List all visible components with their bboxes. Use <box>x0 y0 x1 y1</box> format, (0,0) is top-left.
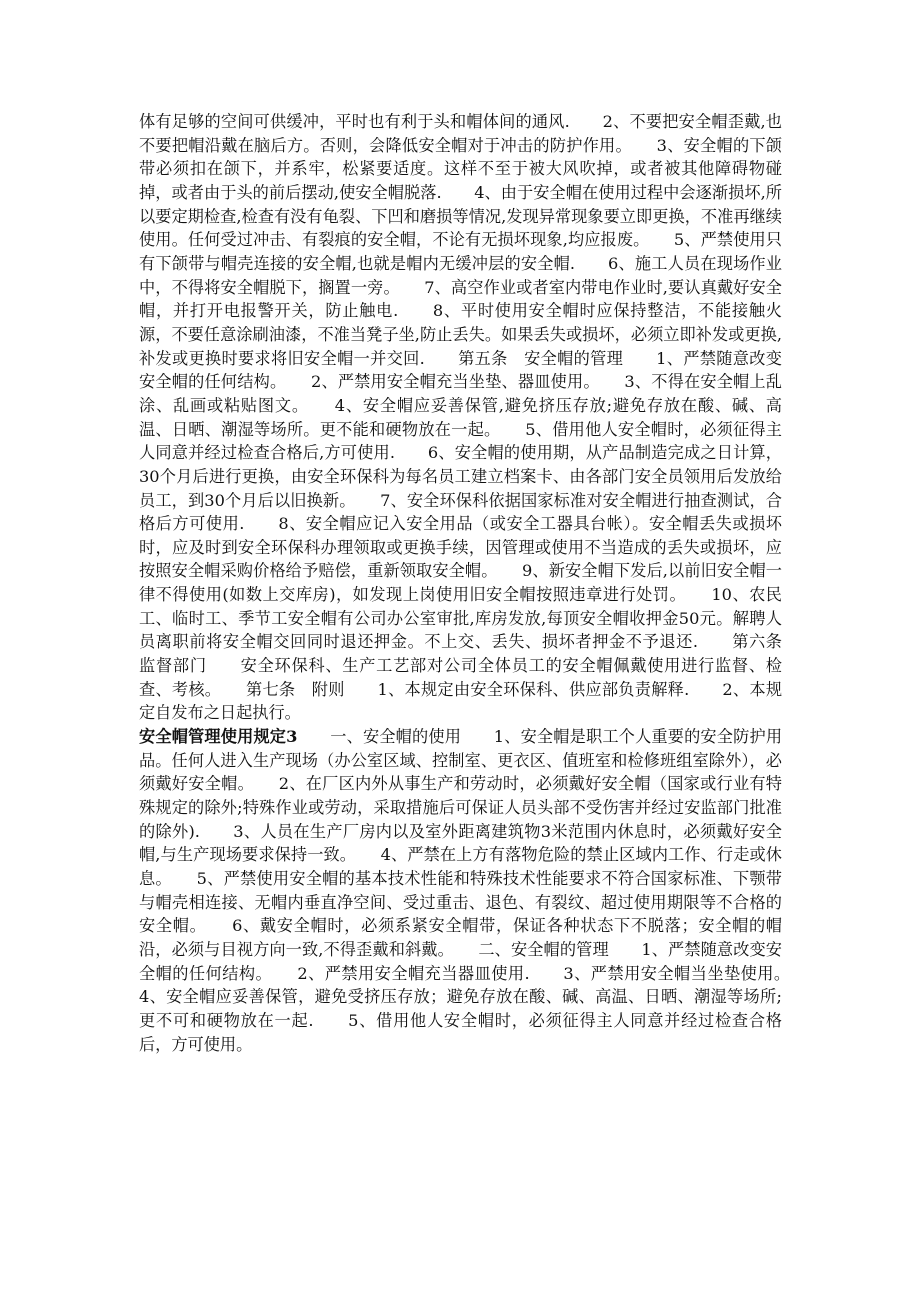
section-paragraph: 一、安全帽的使用 1、安全帽是职工个人重要的安全防护用品。任何人进入生产现场（办公室区域、控制室、更衣区、值班室和检修班组室除外），必须戴好安全帽。 2、在厂区内外从事生产和劳动时，必须戴好安全帽（国家或行业有特殊规定的除外;特殊作业或劳动，采取措施后可保证人员头部不受伤害并经过安监部门批准的除外). 3、人员在生产厂房内以及室外距离建筑物3米范围内休息时，必须戴好安全帽,与生产现场要求保持一致。 4、严禁在上方有落物危险的禁止区域内工作、行走或休息。 5、严禁使用安全帽的基本技术性能和特殊技术性能要求不符合国家标准、下颚带与帽壳相连接、无帽内垂直净空间、受过重击、退色、有裂纹、超过使用期限等不合格的安全帽。 6、戴安全帽时，必须系紧安全帽带，保证各种状态下不脱落；安全帽的帽沿，必须与目视方向一致,不得歪戴和斜戴。 二、安全帽的管理 1、严禁随意改变安全帽的任何结构。 2、严禁用安全帽充当器皿使用. 3、严禁用安全帽当坐垫使用。 4、安全帽应妥善保管，避免受挤压存放；避免存放在酸、碱、高温、日晒、潮湿等场所;更不可和硬物放在一起. 5、借用他人安全帽时，必须征得主人同意并经过检查合格后，方可使用。 <box>139 727 815 1054</box>
document-section <box>139 725 815 1056</box>
document-body <box>139 110 815 1056</box>
document-paragraph: 体有足够的空间可供缓冲，平时也有利于头和帽体间的通风. 2、不要把安全帽歪戴,也不要把帽沿戴在脑后方。否则，会降低安全帽对于冲击的防护作用。 3、安全帽的下颌带必须扣在颌下，并系牢，松紧要适度。这样不至于被大风吹掉，或者被其他障碍物碰掉，或者由于头的前后摆动,使安全帽脱落. 4、由于安全帽在使用过程中会逐渐损坏,所以要定期检查,检查有没有龟裂、下凹和磨损等情况,发现异常现象要立即更换，不准再继续使用。任何受过冲击、有裂痕的安全帽，不论有无损坏现象,均应报废。 5、严禁使用只有下颌带与帽壳连接的安全帽,也就是帽内无缓冲层的安全帽. 6、施工人员在现场作业中，不得将安全帽脱下，搁置一旁。 7、高空作业或者室内带电作业时,要认真戴好安全帽，并打开电报警开关，防止触电. 8、平时使用安全帽时应保持整洁，不能接触火源，不要任意涂刷油漆，不准当凳子坐,防止丢失。如果丢失或损坏，必须立即补发或更换,补发或更换时要求将旧安全帽一并交回. 第五条 安全帽的管理 1、严禁随意改变安全帽的任何结构。 2、严禁用安全帽充当坐垫、器皿使用。 3、不得在安全帽上乱涂、乱画或粘贴图文。 4、安全帽应妥善保管,避免挤压存放;避免存放在酸、碱、高温、日晒、潮湿等场所。更不能和硬物放在一起。 5、借用他人安全帽时，必须征得主人同意并经过检查合格后,方可使用. 6、安全帽的使用期，从产品制造完成之日计算，30个月后进行更换，由安全环保科为每名员工建立档案卡、由各部门安全员领用后发放给员工，到30个月后以旧换新。 7、安全环保科依据国家标准对安全帽进行抽查测试，合格后方可使用. 8、安全帽应记入安全用品（或安全工器具台帐）。安全帽丢失或损坏时，应及时到安全环保科办理领取或更换手续，因管理或使用不当造成的丢失或损坏，应按照安全帽采购价格给予赔偿，重新领取安全帽。 9、新安全帽下发后,以前旧安全帽一律不得使用(如数上交库房)，如发现上岗使用旧安全帽按照违章进行处罚。 10、农民工、临时工、季节工安全帽有公司办公室审批,库房发放,每顶安全帽收押金50元。解聘人员离职前将安全帽交回同时退还押金。不上交、丢失、损坏者押金不予退还. 第六条 监督部门 安全环保科、生产工艺部对公司全体员工的安全帽佩戴使用进行监督、检查、考核。 第七条 附则 1、本规定由安全环保科、供应部负责解释. 2、本规定自发布之日起执行。 <box>139 112 799 723</box>
section-heading: 安全帽管理使用规定3 <box>139 727 298 747</box>
